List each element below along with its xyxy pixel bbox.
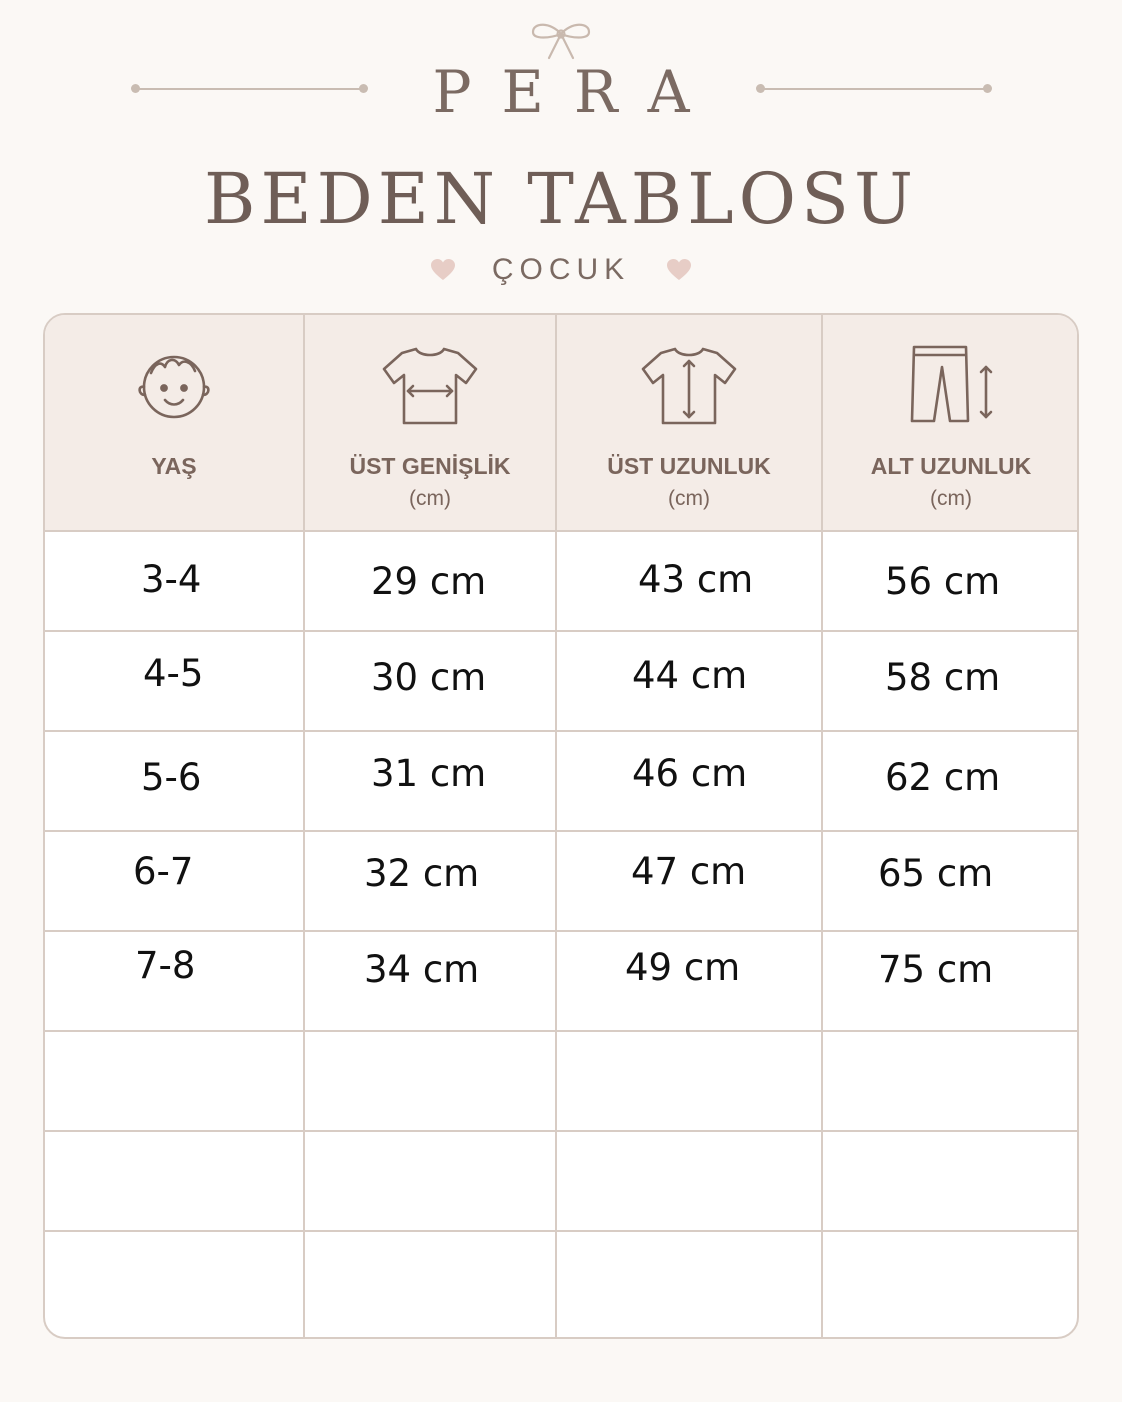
cell-value: 62 cm	[885, 756, 1001, 799]
header-label: ÜST GENİŞLİK	[349, 453, 511, 479]
cell-top-length	[557, 532, 823, 632]
header-label: YAŞ	[151, 453, 197, 479]
cell-value: 46 cm	[632, 752, 748, 795]
cell-value: 7-8	[135, 944, 196, 987]
cell-age	[45, 932, 305, 1032]
child-face-icon	[131, 345, 217, 429]
cell-value: 5-6	[141, 756, 202, 799]
table-row	[45, 1132, 1079, 1232]
cell-value: 44 cm	[632, 654, 748, 697]
cell-age	[45, 1032, 305, 1132]
cell-bottom-length	[823, 832, 1079, 932]
tshirt-width-icon	[382, 343, 478, 427]
cell-top-width	[305, 832, 557, 932]
subtitle-row	[0, 250, 1122, 290]
heart-icon	[430, 258, 456, 282]
table-row	[45, 532, 1079, 632]
cell-age	[45, 832, 305, 932]
tshirt-length-icon	[641, 343, 737, 427]
cell-top-width	[305, 932, 557, 1032]
cell-value: 32 cm	[364, 852, 480, 895]
cell-top-width	[305, 1232, 557, 1337]
cell-value: 56 cm	[885, 560, 1001, 603]
cell-bottom-length	[823, 1032, 1079, 1132]
cell-top-width	[305, 1132, 557, 1232]
cell-bottom-length	[823, 532, 1079, 632]
cell-bottom-length	[823, 732, 1079, 832]
cell-value: 75 cm	[878, 948, 994, 991]
cell-value: 65 cm	[878, 852, 994, 895]
cell-age	[45, 1232, 305, 1337]
cell-top-length	[557, 1032, 823, 1132]
table-row	[45, 732, 1079, 832]
cell-bottom-length	[823, 1232, 1079, 1337]
brand-logo: PERA	[432, 58, 720, 126]
table-header-row	[45, 315, 1079, 532]
cell-top-width	[305, 632, 557, 732]
cell-top-length	[557, 1132, 823, 1232]
header-label: ÜST UZUNLUK	[607, 453, 771, 479]
cell-value: 31 cm	[371, 752, 487, 795]
header-cell-bottom-length	[823, 315, 1079, 532]
cell-value: 29 cm	[371, 560, 487, 603]
header-label: ALT UZUNLUK	[870, 453, 1032, 479]
cell-bottom-length	[823, 1132, 1079, 1232]
cell-age	[45, 732, 305, 832]
table-row	[45, 632, 1079, 732]
cell-value: 58 cm	[885, 656, 1001, 699]
cell-top-length	[557, 832, 823, 932]
cell-top-length	[557, 1232, 823, 1337]
table-row	[45, 1032, 1079, 1132]
subtitle: ÇOCUK	[491, 253, 631, 286]
header-cell-top-width	[305, 315, 557, 532]
cell-value: 47 cm	[631, 850, 747, 893]
header-unit: (cm)	[409, 487, 451, 510]
cell-age	[45, 632, 305, 732]
table-row	[45, 1232, 1079, 1337]
header-unit: (cm)	[930, 487, 972, 510]
cell-value: 3-4	[141, 558, 202, 601]
cell-top-length	[557, 632, 823, 732]
table-row	[45, 832, 1079, 932]
cell-top-length	[557, 932, 823, 1032]
table-row	[45, 932, 1079, 1032]
cell-top-width	[305, 1032, 557, 1132]
cell-value: 30 cm	[371, 656, 487, 699]
heart-icon	[666, 258, 692, 282]
cell-value: 34 cm	[364, 948, 480, 991]
bow-ornament-icon	[527, 20, 595, 62]
cell-bottom-length	[823, 932, 1079, 1032]
cell-age	[45, 1132, 305, 1232]
cell-bottom-length	[823, 632, 1079, 732]
cell-value: 49 cm	[625, 946, 741, 989]
cell-value: 4-5	[143, 652, 204, 695]
header-cell-age	[45, 315, 305, 532]
cell-top-width	[305, 732, 557, 832]
cell-top-width	[305, 532, 557, 632]
pants-length-icon	[906, 343, 996, 427]
header-cell-top-length	[557, 315, 823, 532]
size-table	[43, 313, 1079, 1339]
cell-value: 6-7	[133, 850, 194, 893]
cell-top-length	[557, 732, 823, 832]
page-title: BEDEN TABLOSU	[204, 158, 918, 240]
cell-value: 43 cm	[638, 558, 754, 601]
header-unit: (cm)	[668, 487, 710, 510]
cell-age	[45, 532, 305, 632]
